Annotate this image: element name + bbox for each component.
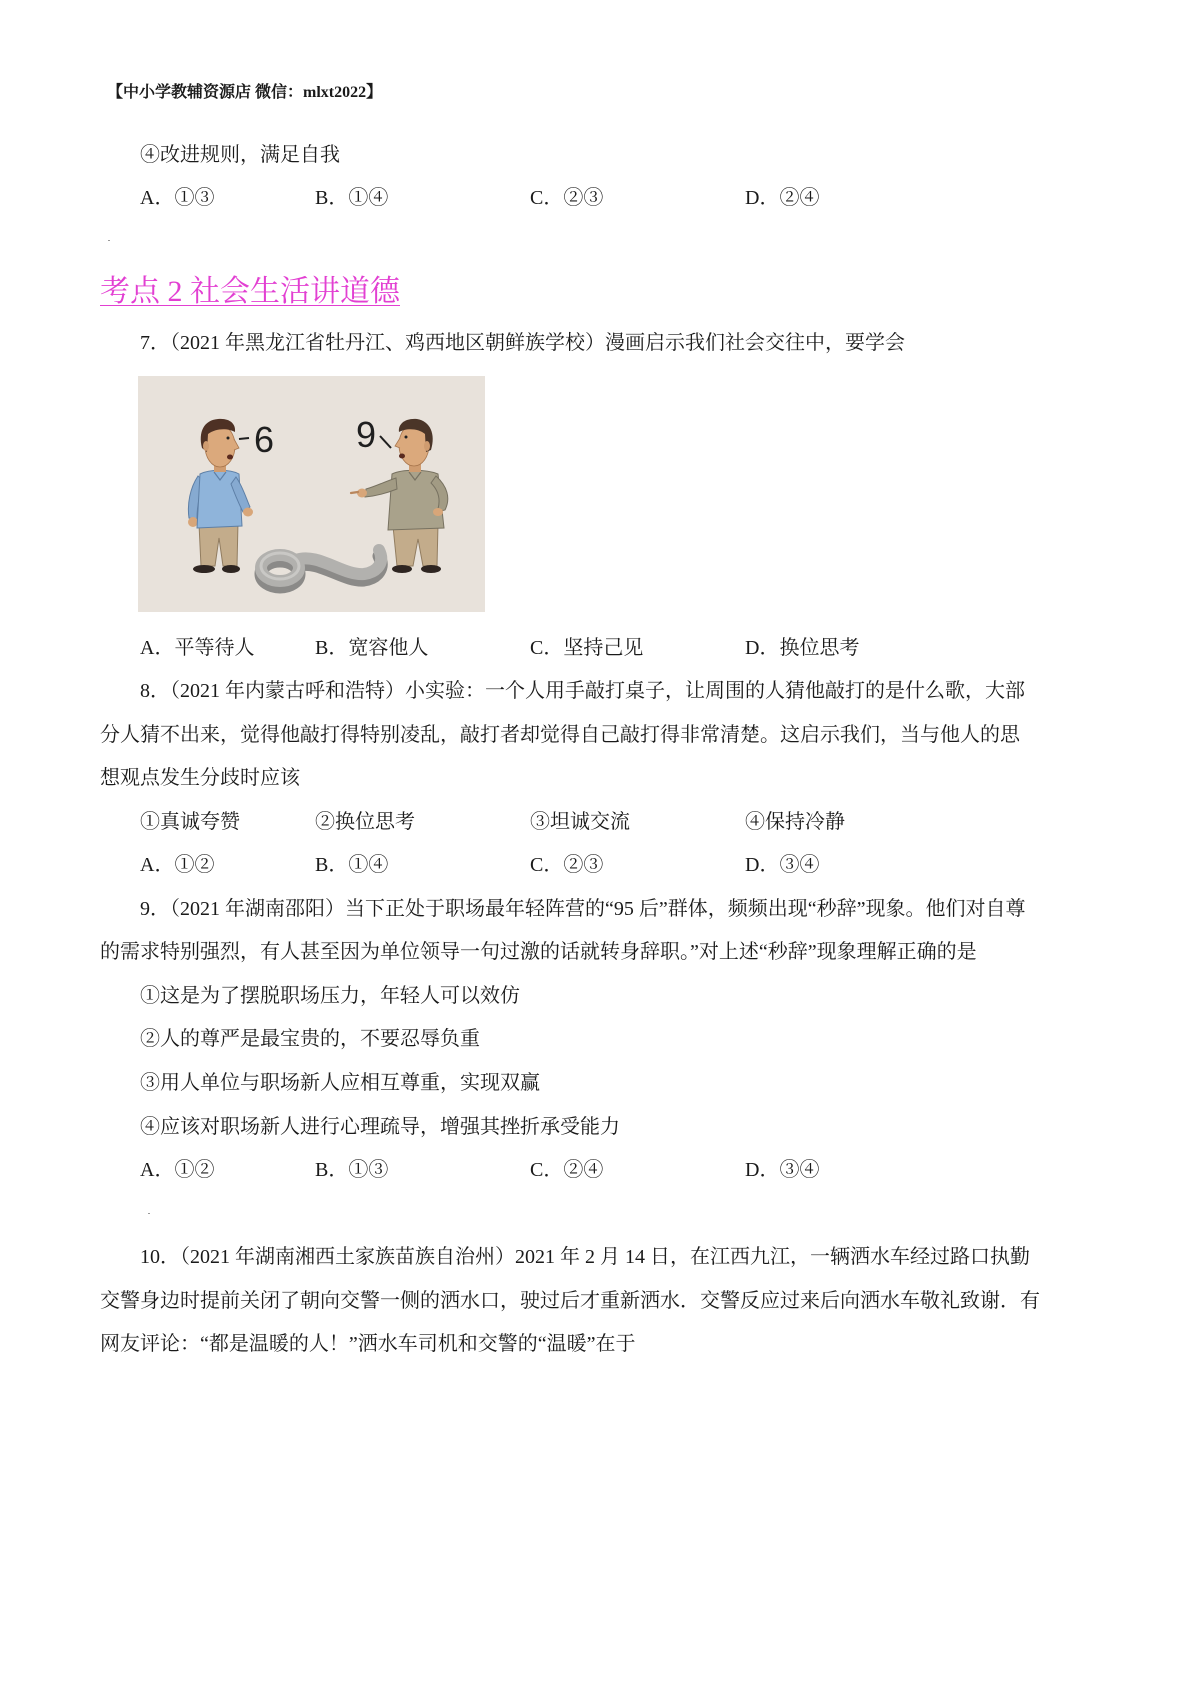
q8-stem-line: 想观点发生分歧时应该 bbox=[100, 767, 300, 789]
q9-statement-2: ②人的尊严是最宝贵的，不要忍辱负重 bbox=[140, 1028, 480, 1050]
q7-option-d: D．换位思考 bbox=[745, 637, 860, 659]
q10-stem-line: 10．（2021 年湖南湘西土家族苗族自治州）2021 年 2 月 14 日，在江西九江，一辆洒水车经过路口执勤 bbox=[140, 1246, 1030, 1268]
q8-option-d: D．③④ bbox=[745, 854, 820, 876]
right-man-right-shoe bbox=[421, 565, 441, 573]
q6-option-d: D．②④ bbox=[745, 187, 820, 209]
q10-stem-line: 交警身边时提前关闭了朝向交警一侧的洒水口，驶过后才重新洒水．交警反应过来后向洒水车敬礼致谢．有 bbox=[100, 1290, 1040, 1312]
watermark-header: 【中小学教辅资源店 微信：mlxt2022】 bbox=[107, 84, 383, 101]
q7-option-a: A．平等待人 bbox=[140, 637, 255, 659]
left-man-ear bbox=[203, 441, 209, 451]
stray-mark bbox=[148, 1213, 150, 1214]
right-man-pointing-hand bbox=[357, 489, 367, 498]
q7-stem: 7．（2021 年黑龙江省牡丹江、鸡西地区朝鲜族学校）漫画启示我们社会交往中，要学会 bbox=[140, 332, 905, 354]
stray-mark bbox=[108, 240, 110, 241]
q7-option-b: B．宽容他人 bbox=[315, 637, 429, 659]
section-heading: 考点 2 社会生活讲道德 bbox=[100, 275, 400, 308]
q9-stem-line: 的需求特别强烈，有人甚至因为单位领导一句过激的话就转身辞职。”对上述“秒辞”现象理解正确的是 bbox=[100, 941, 977, 963]
q9-statement-1: ①这是为了摆脱职场压力，年轻人可以效仿 bbox=[140, 985, 520, 1007]
q9-statement-4: ④应该对职场新人进行心理疏导，增强其挫折承受能力 bbox=[140, 1116, 620, 1138]
right-man-left-shoe bbox=[392, 565, 412, 573]
right-man-hip-hand bbox=[433, 508, 443, 516]
q7-option-c: C．坚持己见 bbox=[530, 637, 644, 659]
q6-statement-4: ④改进规则，满足自我 bbox=[140, 144, 340, 166]
left-man-left-shoe bbox=[193, 565, 215, 573]
q6-option-c: C．②③ bbox=[530, 187, 604, 209]
q10-stem-line: 网友评论：“都是温暖的人！”洒水车司机和交警的“温暖”在于 bbox=[100, 1333, 636, 1355]
q8-stem-line: 8．（2021 年内蒙古呼和浩特）小实验：一个人用手敲打桌子，让周围的人猜他敲打的是什么歌，大部 bbox=[140, 680, 1025, 702]
right-man-eye bbox=[405, 436, 408, 439]
cartoon-illustration bbox=[138, 376, 485, 612]
left-man-mouth bbox=[227, 455, 233, 460]
left-man-eye bbox=[227, 437, 230, 440]
q8-stem-line: 分人猜不出来，觉得他敲打得特别凌乱，敲打者却觉得自己敲打得非常清楚。这启示我们，当与他人的思 bbox=[100, 724, 1020, 746]
q8-statement-4: ④保持冷静 bbox=[745, 811, 845, 833]
right-man-ear bbox=[424, 441, 430, 451]
q8-option-c: C．②③ bbox=[530, 854, 604, 876]
q9-statement-3: ③用人单位与职场新人应相互尊重，实现双赢 bbox=[140, 1072, 540, 1094]
q9-option-b: B．①③ bbox=[315, 1159, 389, 1181]
q8-statement-3: ③坦诚交流 bbox=[530, 811, 630, 833]
q8-option-a: A．①② bbox=[140, 854, 215, 876]
right-man-pointing-finger bbox=[351, 492, 358, 493]
left-man-back-hand bbox=[188, 517, 198, 527]
right-speech-number: 9 bbox=[356, 414, 377, 455]
q9-option-d: D．③④ bbox=[745, 1159, 820, 1181]
q9-option-a: A．①② bbox=[140, 1159, 215, 1181]
left-man-front-hand bbox=[243, 508, 253, 517]
left-man-right-shoe bbox=[222, 565, 240, 573]
q6-option-b: B．①④ bbox=[315, 187, 389, 209]
q8-option-b: B．①④ bbox=[315, 854, 389, 876]
left-speech-dash bbox=[239, 438, 249, 439]
right-man-mouth bbox=[399, 454, 405, 459]
q8-statement-2: ②换位思考 bbox=[315, 811, 415, 833]
q8-statement-1: ①真诚夸赞 bbox=[140, 811, 240, 833]
q9-option-c: C．②④ bbox=[530, 1159, 604, 1181]
q6-option-a: A．①③ bbox=[140, 187, 215, 209]
q9-stem-line: 9．（2021 年湖南邵阳）当下正处于职场最年轻阵营的“95 后”群体，频频出现“秒辞”现象。他们对自尊 bbox=[140, 898, 1026, 920]
left-speech-number: 6 bbox=[254, 419, 275, 460]
